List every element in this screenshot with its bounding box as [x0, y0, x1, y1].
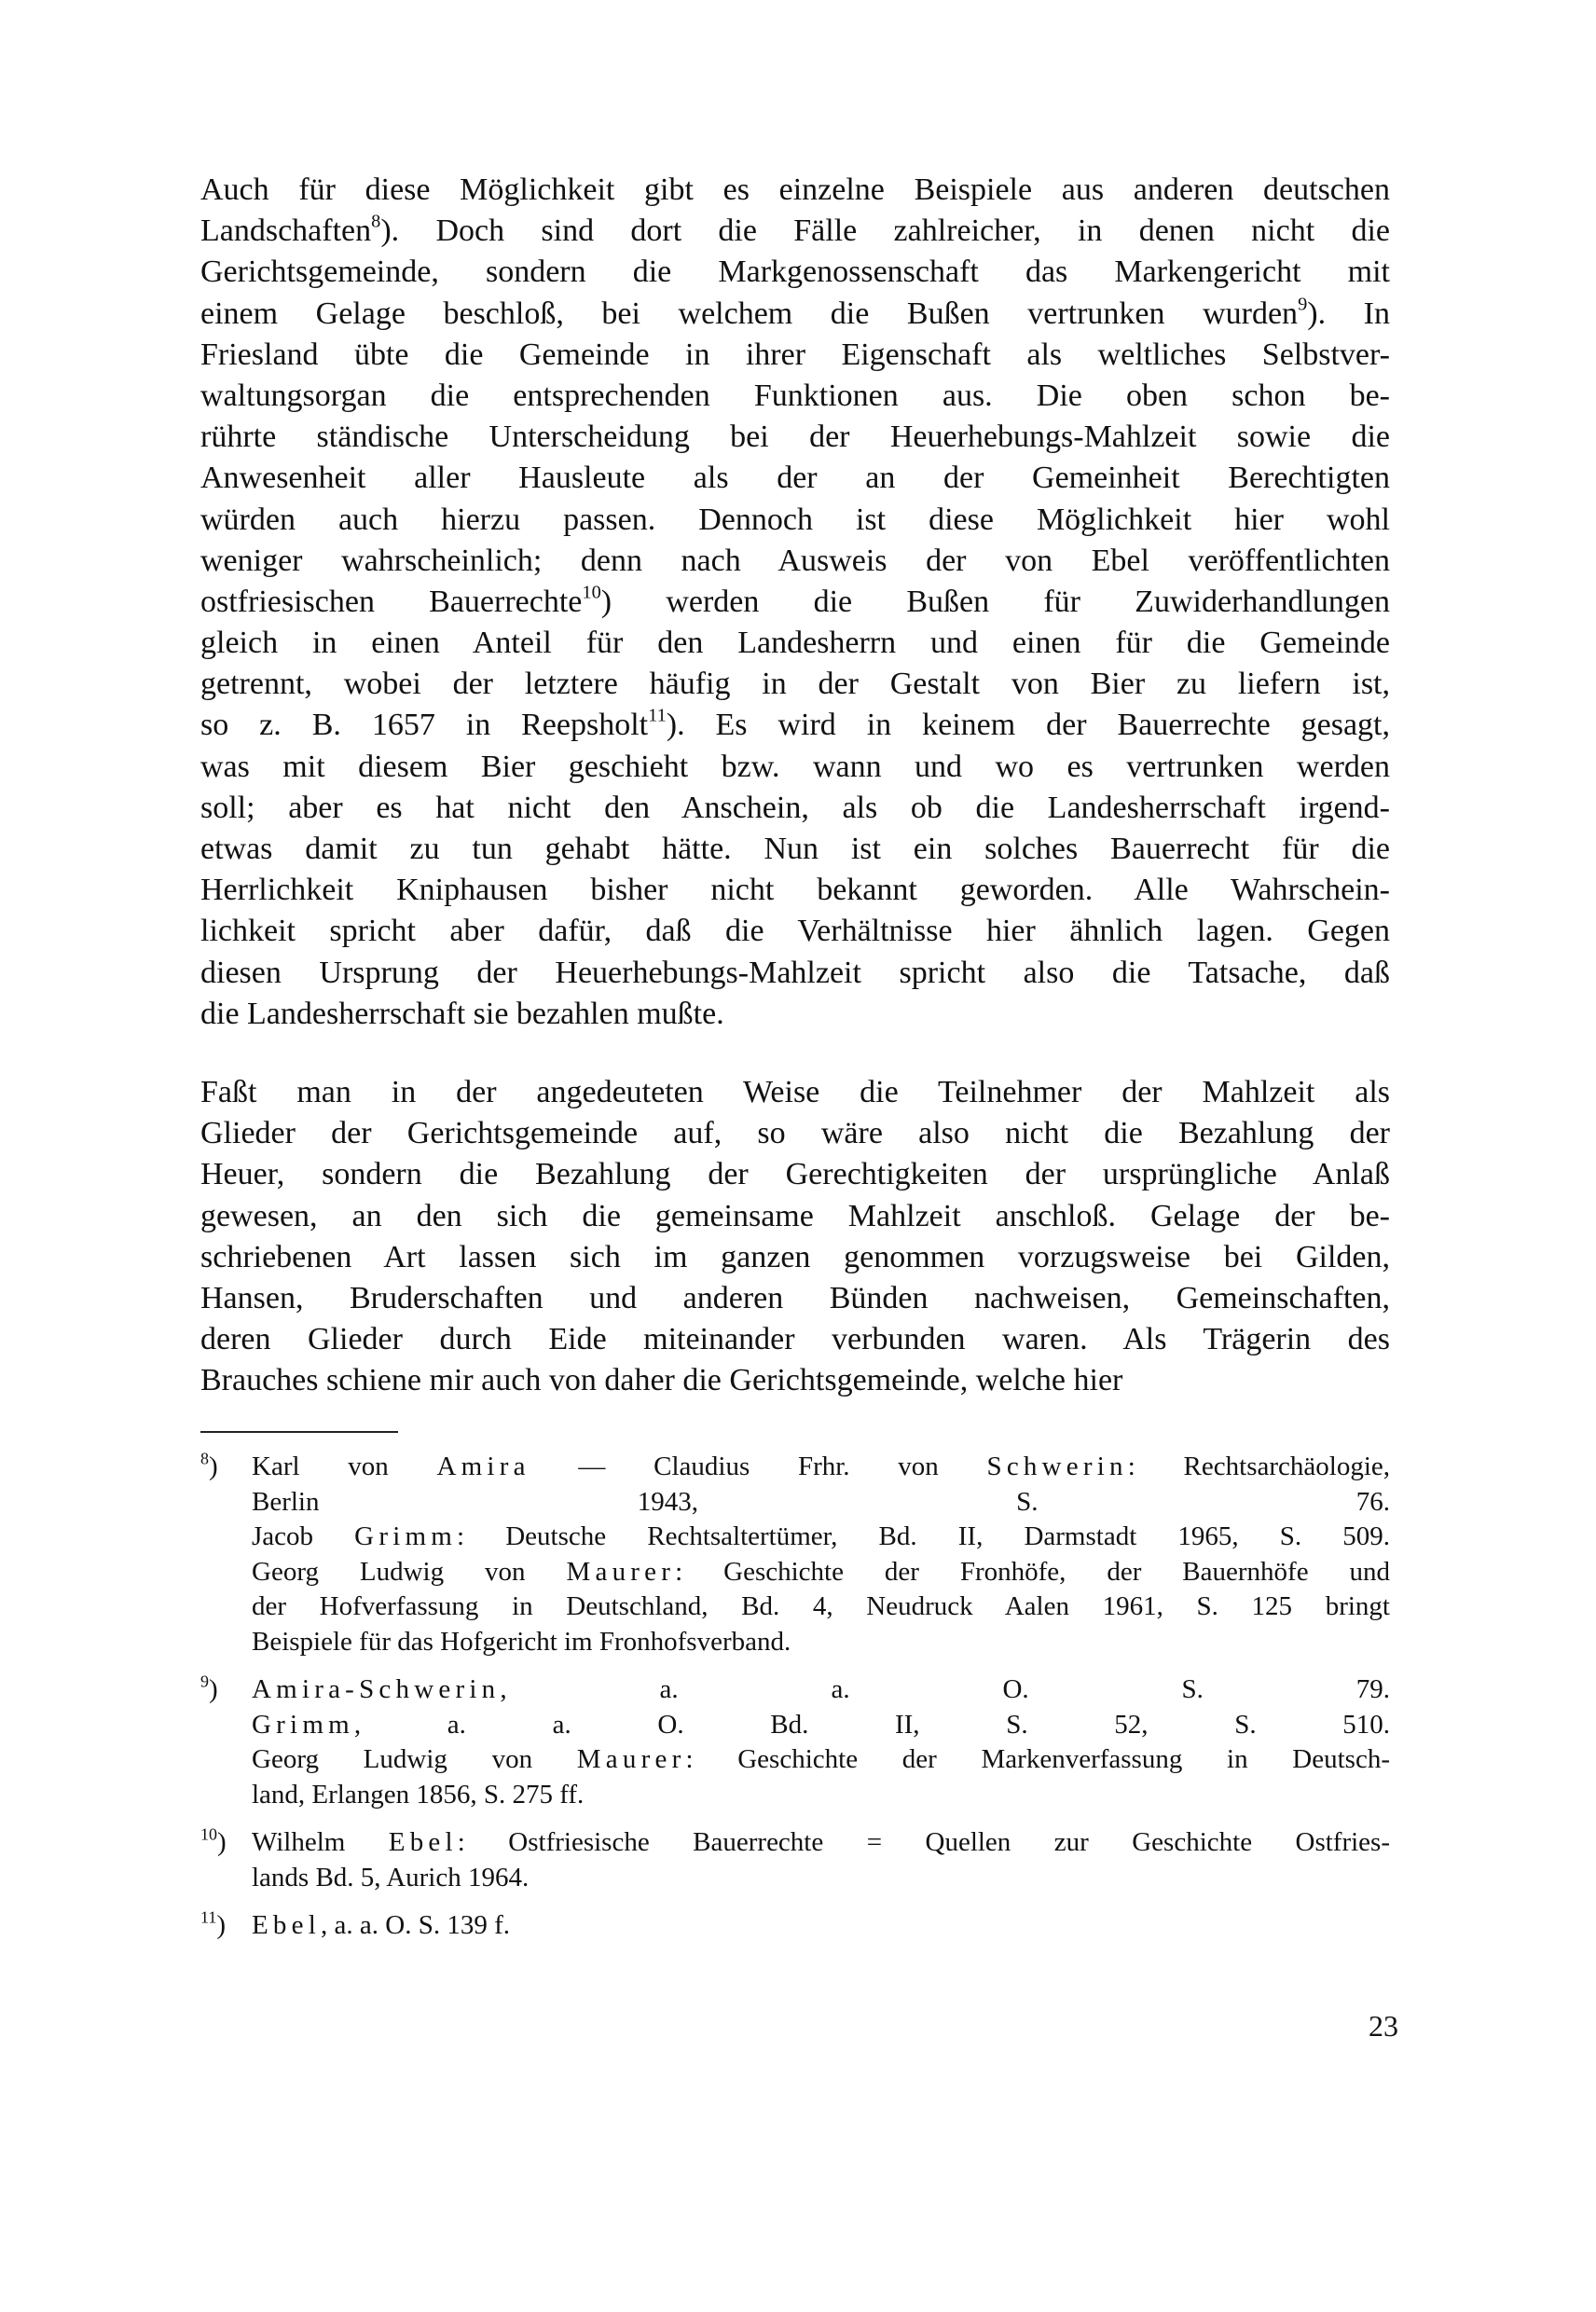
author-name-spaced: Amira-Schwerin [252, 1674, 501, 1704]
footnote-reference[interactable]: 11 [648, 706, 667, 727]
footnote-line: Amira-Schwerin, a. a. O. S. 79. [252, 1674, 1390, 1704]
author-name-spaced: Maurer [576, 1744, 686, 1774]
author-name-spaced: Schwerin [986, 1452, 1128, 1481]
text-line: was mit diesem Bier geschieht bzw. wann und wo es vertrunken werden [200, 749, 1390, 784]
text-line: diesen Ursprung der Heuerhebungs-Mahlzeit spricht also die Tatsache, daß [200, 955, 1390, 990]
footnote-line: lands Bd. 5, Aurich 1964. [252, 1862, 530, 1892]
footnote-line: land, Erlangen 1856, S. 275 ff. [252, 1779, 585, 1810]
text-line: Anwesenheit aller Hausleute als der an der Gemeinheit Berechtigten [200, 461, 1390, 496]
footnote-marker: $^{10}$) [200, 1824, 227, 1857]
author-name-spaced: Maurer [566, 1556, 676, 1587]
author-name-spaced: Ebel [252, 1910, 322, 1940]
footnote-line: Georg Ludwig von Maurer: Geschichte der Fronhöfe, der Bauernhöfe und [252, 1556, 1391, 1587]
footnote-reference[interactable]: 9 [1298, 294, 1308, 315]
footnote-line: Jacob Grimm: Deutsche Rechtsaltertümer, Bd. II, Darmstadt 1965, S. 509. [252, 1521, 1390, 1551]
text-line: Faßt man in der angedeuteten Weise die Teilnehmer der Mahlzeit als [200, 1075, 1390, 1109]
text-line: deren Glieder durch Eide miteinander verbunden waren. Als Trägerin des [200, 1322, 1390, 1357]
author-name-spaced: Grimm [252, 1709, 354, 1740]
footnote-line: Beispiele für das Hofgericht im Fronhofsverband. [252, 1626, 791, 1657]
footnote-10 [200, 1825, 1390, 1895]
text-line: Hansen, Bruderschaften und anderen Bünden nachweisen, Gemeinschaften, [200, 1280, 1390, 1315]
text-line: waltungsorgan die entsprechenden Funktionen aus. Die oben schon be- [200, 378, 1390, 413]
footnote-9 [200, 1672, 1390, 1812]
footnote-line: Grimm, a. a. O. Bd. II, S. 52, S. 510. [252, 1709, 1390, 1740]
footnote-8 [200, 1450, 1390, 1659]
text-line: Gerichtsgemeinde, sondern die Markgenossenschaft das Markengericht mit [200, 255, 1390, 290]
text-line: rührte ständische Unterscheidung bei der Heuerhebungs-Mahlzeit sowie die [200, 420, 1390, 455]
text-line: einem Gelage beschloß, bei welchem die Bußen vertrunken wurden$^9$). In [200, 294, 1390, 331]
text-line: Friesland übte die Gemeinde in ihrer Eigenschaft als weltliches Selbstver- [200, 337, 1390, 372]
text-line: soll; aber es hat nicht den Anschein, als ob die Landesherrschaft irgend- [200, 790, 1390, 825]
footnote-marker: $^{11}$) [200, 1907, 226, 1940]
body-paragraph-1 [200, 170, 1390, 1035]
text-line: gleich in einen Anteil für den Landesherrn und einen für die Gemeinde [200, 626, 1390, 661]
footnote-line: Wilhelm Ebel: Ostfriesische Bauerrechte = Quellen zur Geschichte Ostfries- [252, 1827, 1390, 1857]
text-line: ostfriesischen Bauerrechte$^{10}$) werden die Bußen für Zuwiderhandlungen [200, 582, 1390, 619]
text-line: Auch für diese Möglichkeit gibt es einzelne Beispiele aus anderen deutschen [200, 172, 1390, 207]
footnote-marker: $^9$) [200, 1672, 218, 1704]
text-line: Landschaften$^8$). Doch sind dort die Fälle zahlreicher, in denen nicht die [200, 211, 1390, 249]
text-line: würden auch hierzu passen. Dennoch ist diese Möglichkeit hier wohl [200, 502, 1390, 537]
text-line: Glieder der Gerichtsgemeinde auf, so wäre also nicht die Bezahlung der [200, 1116, 1390, 1151]
text-line: Herrlichkeit Kniphausen bisher nicht bekannt geworden. Alle Wahrschein- [200, 873, 1390, 908]
footnotes-section [200, 1450, 1390, 1957]
text-line: gewesen, an den sich die gemeinsame Mahlzeit anschloß. Gelage der be- [200, 1198, 1390, 1233]
page-number: 23 [1369, 2009, 1398, 2043]
text-line: getrennt, wobei der letztere häufig in der Gestalt von Bier zu liefern ist, [200, 667, 1390, 702]
footnote-reference[interactable]: 8 [371, 211, 381, 232]
footnote-line: Ebel, a. a. O. S. 139 f. [252, 1910, 511, 1940]
footnote-line: der Hofverfassung in Deutschland, Bd. 4, Neudruck Aalen 1961, S. 125 bringt [252, 1591, 1390, 1621]
author-name-spaced: Grimm [354, 1521, 458, 1551]
footnote-separator-rule [200, 1431, 398, 1433]
text-line: weniger wahrscheinlich; denn nach Ausweis der von Ebel veröffentlichten [200, 543, 1390, 578]
body-paragraph-2 [200, 1072, 1390, 1402]
footnote-11 [200, 1908, 1390, 1944]
text-line: so z. B. 1657 in Reepsholt$^{11}$). Es wird in keinem der Bauerrechte gesagt, [200, 706, 1390, 743]
text-line: schriebenen Art lassen sich im ganzen genommen vorzugsweise bei Gilden, [200, 1239, 1390, 1274]
text-line: Heuer, sondern die Bezahlung der Gerechtigkeiten der ursprüngliche Anlaß [200, 1157, 1390, 1192]
footnote-marker: $^8$) [200, 1449, 218, 1481]
text-line: die Landesherrschaft sie bezahlen mußte. [200, 996, 724, 1031]
text-line: etwas damit zu tun gehabt hätte. Nun ist ein solches Bauerrecht für die [200, 832, 1390, 866]
footnote-reference[interactable]: 10 [582, 582, 601, 603]
text-line: lichkeit spricht aber dafür, daß die Verhältnisse hier ähnlich lagen. Gegen [200, 914, 1390, 949]
author-name-spaced: Amira [436, 1452, 530, 1481]
footnote-line: Karl von Amira — Claudius Frhr. von Schwerin: Rechtsarchäologie, [252, 1452, 1390, 1481]
footnote-line: Georg Ludwig von Maurer: Geschichte der Markenverfassung in Deutsch- [252, 1744, 1390, 1774]
footnote-line: Berlin 1943, S. 76. [252, 1486, 1390, 1517]
author-name-spaced: Ebel [388, 1827, 458, 1857]
text-line: Brauches schiene mir auch von daher die Gerichtsgemeinde, welche hier [200, 1363, 1123, 1398]
